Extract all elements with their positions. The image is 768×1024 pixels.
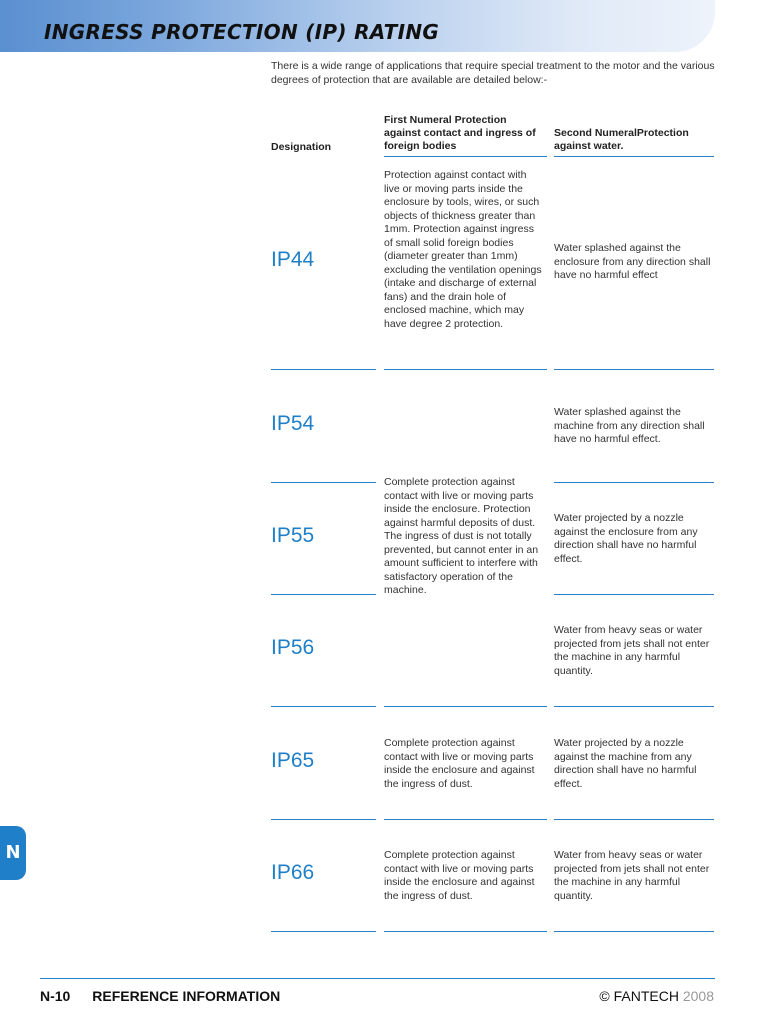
first-numeral-cell: Complete protection against contact with live or moving parts inside the enclosure. Protection against harmful deposits of dust. The ingress of dust is not totally prevented, but cannot enter in an amount sufficient to interfere with satisfactory operation of the machine. <box>384 476 539 596</box>
row-rule <box>271 482 376 483</box>
row-rule <box>554 706 714 707</box>
footer-right <box>599 988 714 1004</box>
second-numeral-cell: Water splashed against the enclosure from any direction shall have no harmful effect <box>554 242 711 281</box>
ip-code: IP55 <box>271 524 315 547</box>
page-title: INGRESS PROTECTION (IP) RATING <box>44 20 440 44</box>
copyright-year: 2008 <box>682 988 714 1004</box>
copyright: © FANTECH <box>599 988 679 1004</box>
intro-text: There is a wide range of applications that require special treatment to the motor and the various degrees of protection that are available are detailed below:- <box>271 60 715 86</box>
first-numeral-cell: Complete protection against contact with live or moving parts inside the enclosure and against the ingress of dust. <box>384 737 535 790</box>
header-designation: Designation <box>271 141 332 153</box>
second-numeral-cell: Water splashed against the machine from any direction shall have no harmful effect. <box>554 406 705 445</box>
first-numeral-cell: Protection against contact with live or moving parts inside the enclosure by tools, wires, or such objects of thickness greater than 1mm. Protection against ingress of small solid foreign bodies (diameter greater than 1mm) excluding the ventilation openings (intake and discharge of external fans) and the drain hole of enclosed machine, which may have degree 2 protection. <box>384 169 542 330</box>
row-rule <box>554 819 714 820</box>
ip-code: IP66 <box>271 861 315 884</box>
second-numeral-cell: Water projected by a nozzle against the enclosure from any direction shall have no harmful effect. <box>554 512 698 565</box>
second-numeral-cell: Water from heavy seas or water projected from jets shall not enter the machine in any harmful quantity. <box>554 624 710 677</box>
header-first-numeral: First Numeral Protection against contact and ingress of foreign bodies <box>384 114 536 152</box>
section-tab-n[interactable]: N <box>0 826 26 880</box>
row-rule <box>271 594 376 595</box>
header-rule-first <box>384 156 547 157</box>
second-numeral-cell: Water from heavy seas or water projected from jets shall not enter the machine in any harmful quantity. <box>554 849 710 902</box>
row-rule <box>271 931 376 932</box>
row-rule <box>554 594 714 595</box>
row-rule <box>271 819 376 820</box>
second-numeral-cell: Water projected by a nozzle against the machine from any direction shall have no harmful effect. <box>554 737 697 790</box>
row-rule <box>271 369 376 370</box>
row-rule <box>554 369 714 370</box>
row-rule <box>384 819 547 820</box>
ip-code: IP54 <box>271 412 315 435</box>
header-rule-second <box>554 156 714 157</box>
row-rule <box>384 369 547 370</box>
ip-code: IP56 <box>271 636 315 659</box>
ip-code: IP44 <box>271 248 315 271</box>
ip-code: IP65 <box>271 749 315 772</box>
footer-section: REFERENCE INFORMATION <box>92 988 281 1004</box>
row-rule <box>384 931 547 932</box>
row-rule <box>554 482 714 483</box>
first-numeral-cell: Complete protection against contact with live or moving parts inside the enclosure and against the ingress of dust. <box>384 849 535 902</box>
page-number: N-10 <box>40 988 71 1004</box>
footer-left <box>40 988 280 1004</box>
row-rule <box>554 931 714 932</box>
row-rule <box>271 706 376 707</box>
header-second-numeral: Second NumeralProtection against water. <box>554 127 689 152</box>
row-rule <box>384 706 547 707</box>
footer-rule <box>40 978 715 979</box>
